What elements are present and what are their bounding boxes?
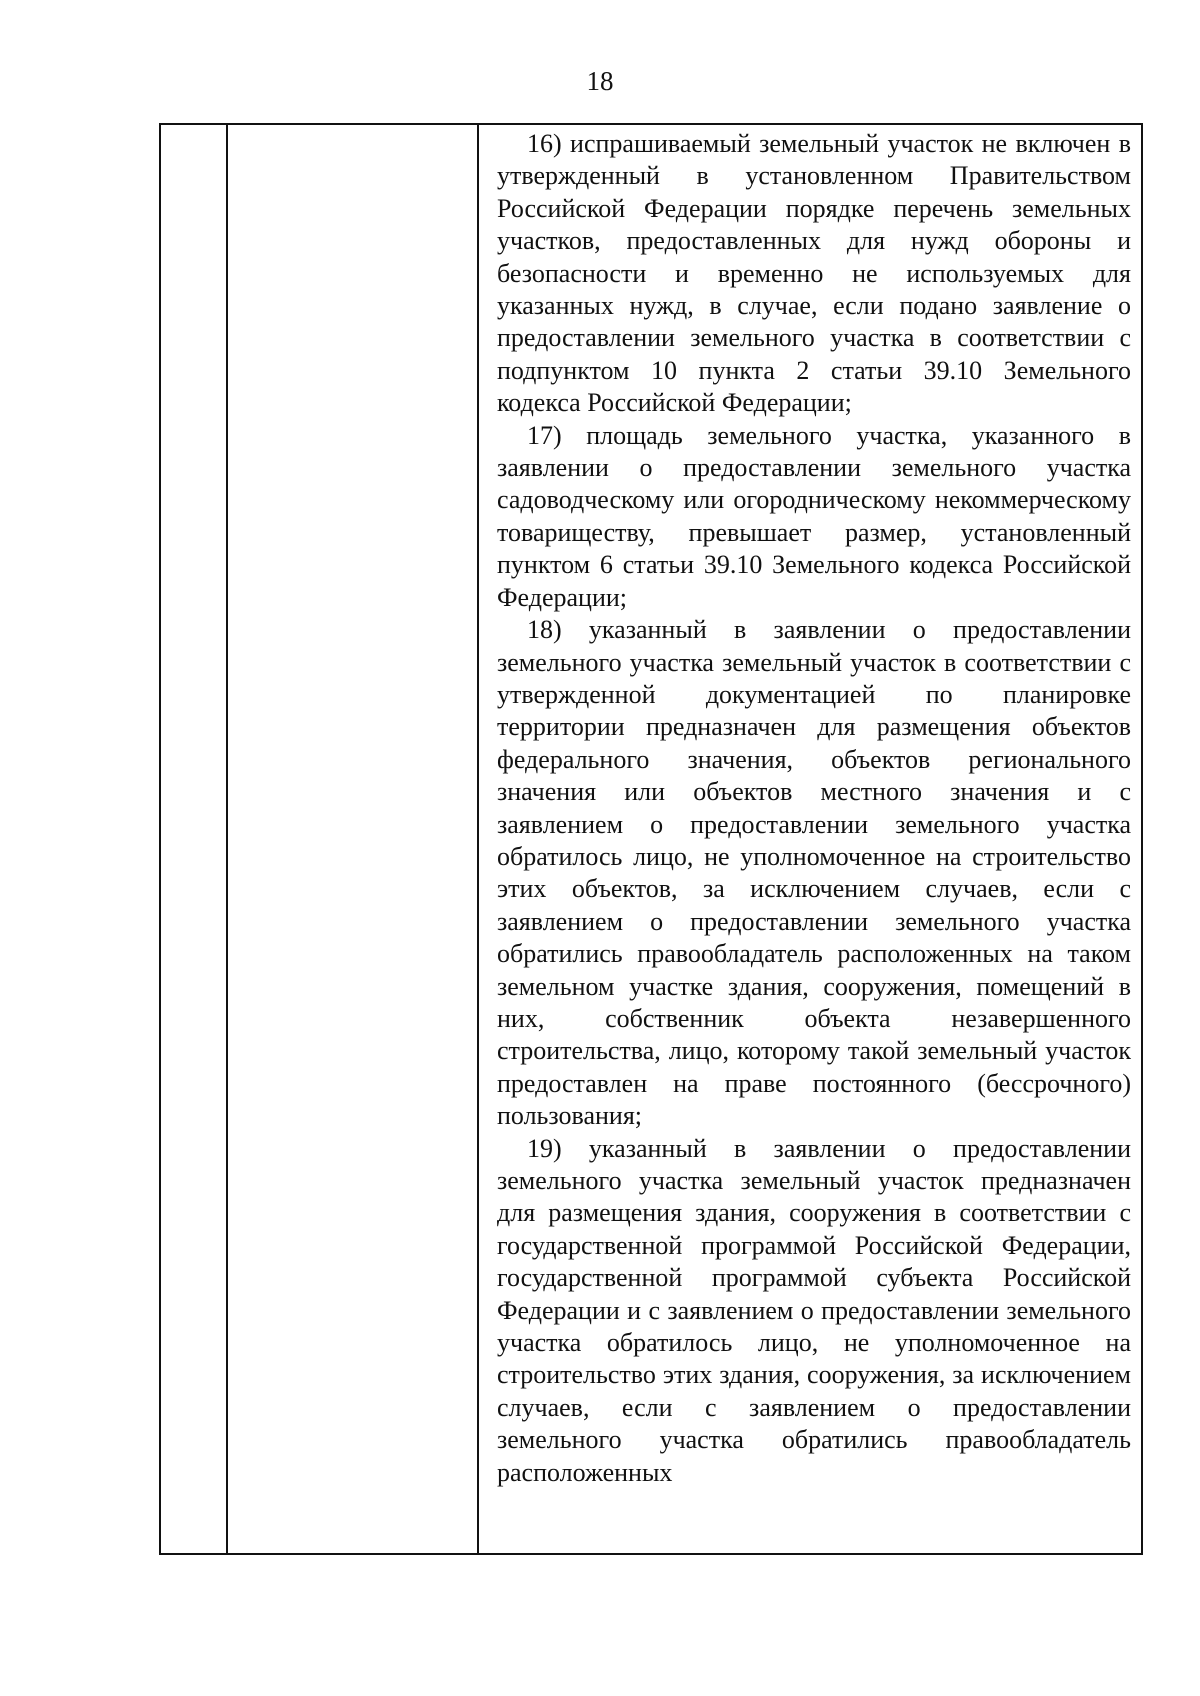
table-column-grounds	[479, 125, 1141, 1553]
table-column-name	[228, 125, 479, 1553]
page-number: 18	[586, 66, 614, 96]
paragraph-item-17: 17) площадь земельного участка, указанного в заявлении о предоставлении земельного участка садоводческому или огородническому некоммерческому товариществу, превышает размер, установленный пунктом 6 статьи 39.10 Земельного кодекса Российской Федерации;	[497, 420, 1131, 612]
paragraph-item-16: 16) испрашиваемый земельный участок не включен в утвержденный в установленном Правительством Российской Федерации порядке перечень земельных участков, предоставленных для нужд обороны и безопасности и временно не используемых для указанных нужд, в случае, если подано заявление о предоставлении земельного участка в соответствии с подпунктом 10 пункта 2 статьи 39.10 Земельного кодекса Российской Федерации;	[497, 129, 1131, 418]
table-column-number	[161, 125, 228, 1553]
paragraph-item-19: 19) указанный в заявлении о предоставлении земельного участка земельный участок предназначен для размещения здания, сооружения в соответствии с государственной программой Российской Федерации, государственной программой субъекта Российской Федерации и с заявлением о предоставлении земельного участка обратилось лицо, не уполномоченное на строительство этих здания, сооружения, за исключением случаев, если с заявлением о предоставлении земельного участка обратились правообладатель расположенных	[497, 1133, 1131, 1487]
document-table	[159, 123, 1143, 1555]
paragraph-item-18: 18) указанный в заявлении о предоставлении земельного участка земельный участок в соответствии с утвержденной документацией по планировке территории предназначен для размещения объектов федерального значения, объектов регионального значения или объектов местного значения и с заявлением о предоставлении земельного участка обратилось лицо, не уполномоченное на строительство этих объектов, за исключением случаев, если с заявлением о предоставлении земельного участка обратились правообладатель расположенных на таком земельном участке здания, сооружения, помещений в них, собственник объекта незавершенного строительства, лицо, которому такой земельный участок предоставлен на праве постоянного (бессрочного) пользования;	[497, 615, 1131, 1131]
